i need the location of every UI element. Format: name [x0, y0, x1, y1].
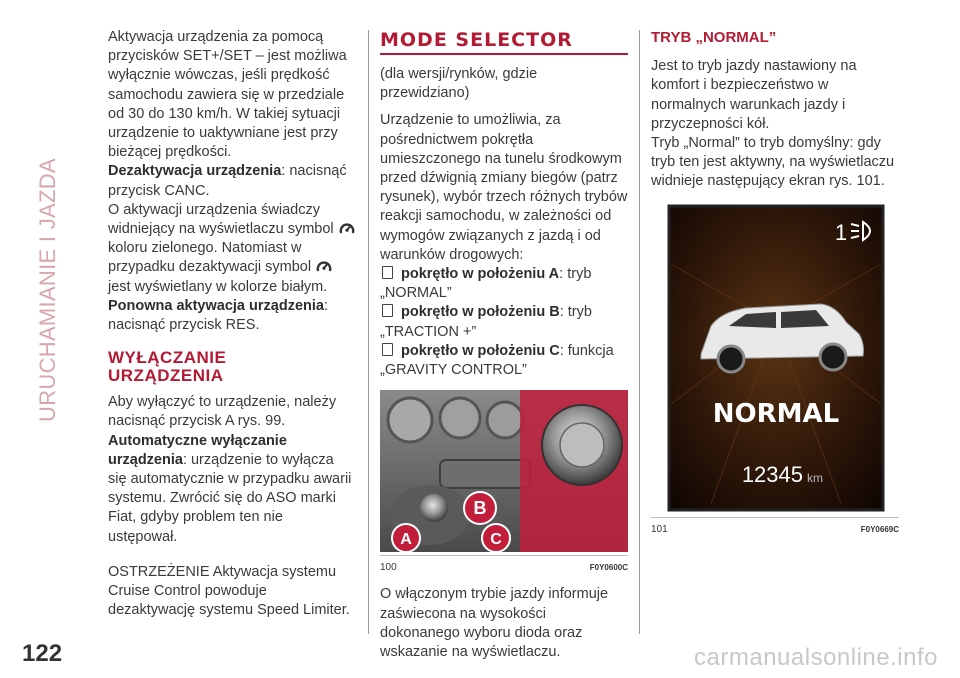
odometer-value: 12345 [741, 461, 803, 487]
heading-wylaczanie [108, 349, 356, 385]
paragraph-mode-indication: O włączonym trybie jazdy informuje zaświecona na wysokości dokonanego wyboru dioda oraz wskazanie na wyświetlaczu. [380, 586, 609, 661]
symbol-text-c: jest wyświetlany w kolorze białym. [108, 278, 328, 295]
heading-mode-selector: MODE SELECTOR [380, 29, 573, 51]
bullet-position-c [380, 342, 628, 380]
figure-101-display [651, 204, 899, 539]
cruise-control-icon [339, 221, 355, 236]
reactivation-text: : nacisnąć przycisk RES. [108, 297, 328, 334]
figure-code: F0Y0669C [860, 524, 899, 534]
availability-note: (dla wersji/rynków, gdzie przewidziano) [380, 66, 538, 102]
figure-number: 100 [380, 562, 397, 574]
paragraph-normal-default: Tryb „Normal” to tryb domyślny: gdy tryb ten jest aktywny, na wyświetlaczu widnieje następujący ekran rys. 101. [651, 135, 895, 190]
paragraph-reactivation [108, 297, 356, 335]
paragraph-switch-off: Aby wyłączyć to urządzenie, należy nacisnąć przycisk A rys. 99. [108, 394, 337, 430]
figure-number: 101 [651, 523, 668, 535]
heading-tryb-normal: TRYB „NORMAL” [651, 29, 777, 46]
figure-100-mode-selector [380, 390, 628, 577]
paragraph-normal-desc: Jest to tryb jazdy nastawiony na komfort i bezpieczeństwo w normalnych warunkach jazdy i przyczepności kół. [651, 58, 857, 132]
checkbox-bullet-icon [382, 266, 393, 279]
bullet-position-a [380, 265, 628, 303]
watermark: carmanualsonline.info [694, 644, 938, 671]
heading-line-1: WYŁĄCZANIE [108, 348, 227, 368]
mode-selector-photo [380, 390, 628, 552]
bullet-a-text: : tryb „NORMAL” [380, 266, 592, 302]
column-divider-2 [639, 30, 640, 634]
mode-name: NORMAL [712, 398, 840, 429]
bullet-b-text: : tryb „TRACTION +” [380, 304, 592, 340]
column-1 [108, 28, 356, 620]
heading-line-2: URZĄDZENIA [108, 366, 224, 386]
checkbox-bullet-icon [382, 304, 393, 317]
column-divider-1 [368, 30, 369, 634]
label-a: A [400, 531, 412, 549]
paragraph-mode-intro: Urządzenie to umożliwia, za pośrednictwem pokrętła umieszczonego na tunelu środkowym przed dźwignią zmiany biegów (patrz rysunek), wybór trzech różnych trybów reakcji samochodu, w zależności od wymogów związanych z jazdą i od warunków drogowych: [380, 112, 628, 263]
deactivation-label: Dezaktywacja urządzenia [108, 163, 282, 180]
paragraph-activation: Aktywacja urządzenia za pomocą przycisków SET+/SET – jest możliwa wyłącznie wówczas, jeśli prędkość samochodu zawiera się w przedziale od 30 do 130 km/h. W takiej sytuacji urządzenie to uaktywniane jest przy bieżącej prędkości. [108, 29, 347, 161]
label-c: C [490, 531, 502, 549]
warning-note: OSTRZEŻENIE Aktywacja systemu Cruise Control powoduje dezaktywację systemu Speed Limiter. [108, 563, 350, 619]
auto-off-label: Automatyczne wyłączanie urządzenia [108, 432, 287, 468]
gear-indicator: 1 [834, 219, 848, 245]
reactivation-label: Ponowna aktywacja urządzenia [108, 297, 324, 314]
odometer-unit: km [807, 470, 823, 485]
cruise-control-icon-2 [316, 259, 332, 274]
figure-100-caption [380, 555, 628, 577]
checkbox-bullet-icon [382, 343, 393, 356]
heading-rule [380, 53, 628, 55]
column-2 [380, 28, 628, 662]
page-number: 122 [22, 640, 63, 667]
instrument-display-screen [651, 204, 899, 514]
symbol-text-b: koloru zielonego. Natomiast w przypadku dezaktywacji symbol [108, 240, 312, 276]
deactivation-text: : nacisnąć przycisk CANC. [108, 163, 347, 199]
auto-off-text: : urządzenie to wyłącza się automatycznie w przypadku awarii systemu. Zwrócić się do ASO marki Fiat, gdyby problem ten nie ustępował. [108, 451, 352, 545]
paragraph-symbol [108, 201, 356, 297]
column-3 [651, 28, 899, 539]
figure-101-caption [651, 517, 899, 539]
bullet-c-label: pokrętło w położeniu C [401, 342, 560, 359]
paragraph-deactivation [108, 162, 356, 200]
paragraph-auto-off [108, 432, 356, 547]
bullet-c-text: : funkcja „GRAVITY CONTROL” [380, 342, 614, 379]
section-title-vertical: URUCHAMIANIE I JAZDA [35, 158, 60, 422]
symbol-text-a: O aktywacji urządzenia świadczy widniejący na wyświetlaczu symbol [108, 201, 334, 238]
bullet-a-label: pokrętło w położeniu A [401, 266, 560, 283]
bullet-position-b [380, 303, 628, 341]
bullet-b-label: pokrętło w położeniu B [401, 304, 560, 321]
figure-code: F0Y0600C [589, 563, 628, 573]
label-b: B [473, 498, 487, 519]
